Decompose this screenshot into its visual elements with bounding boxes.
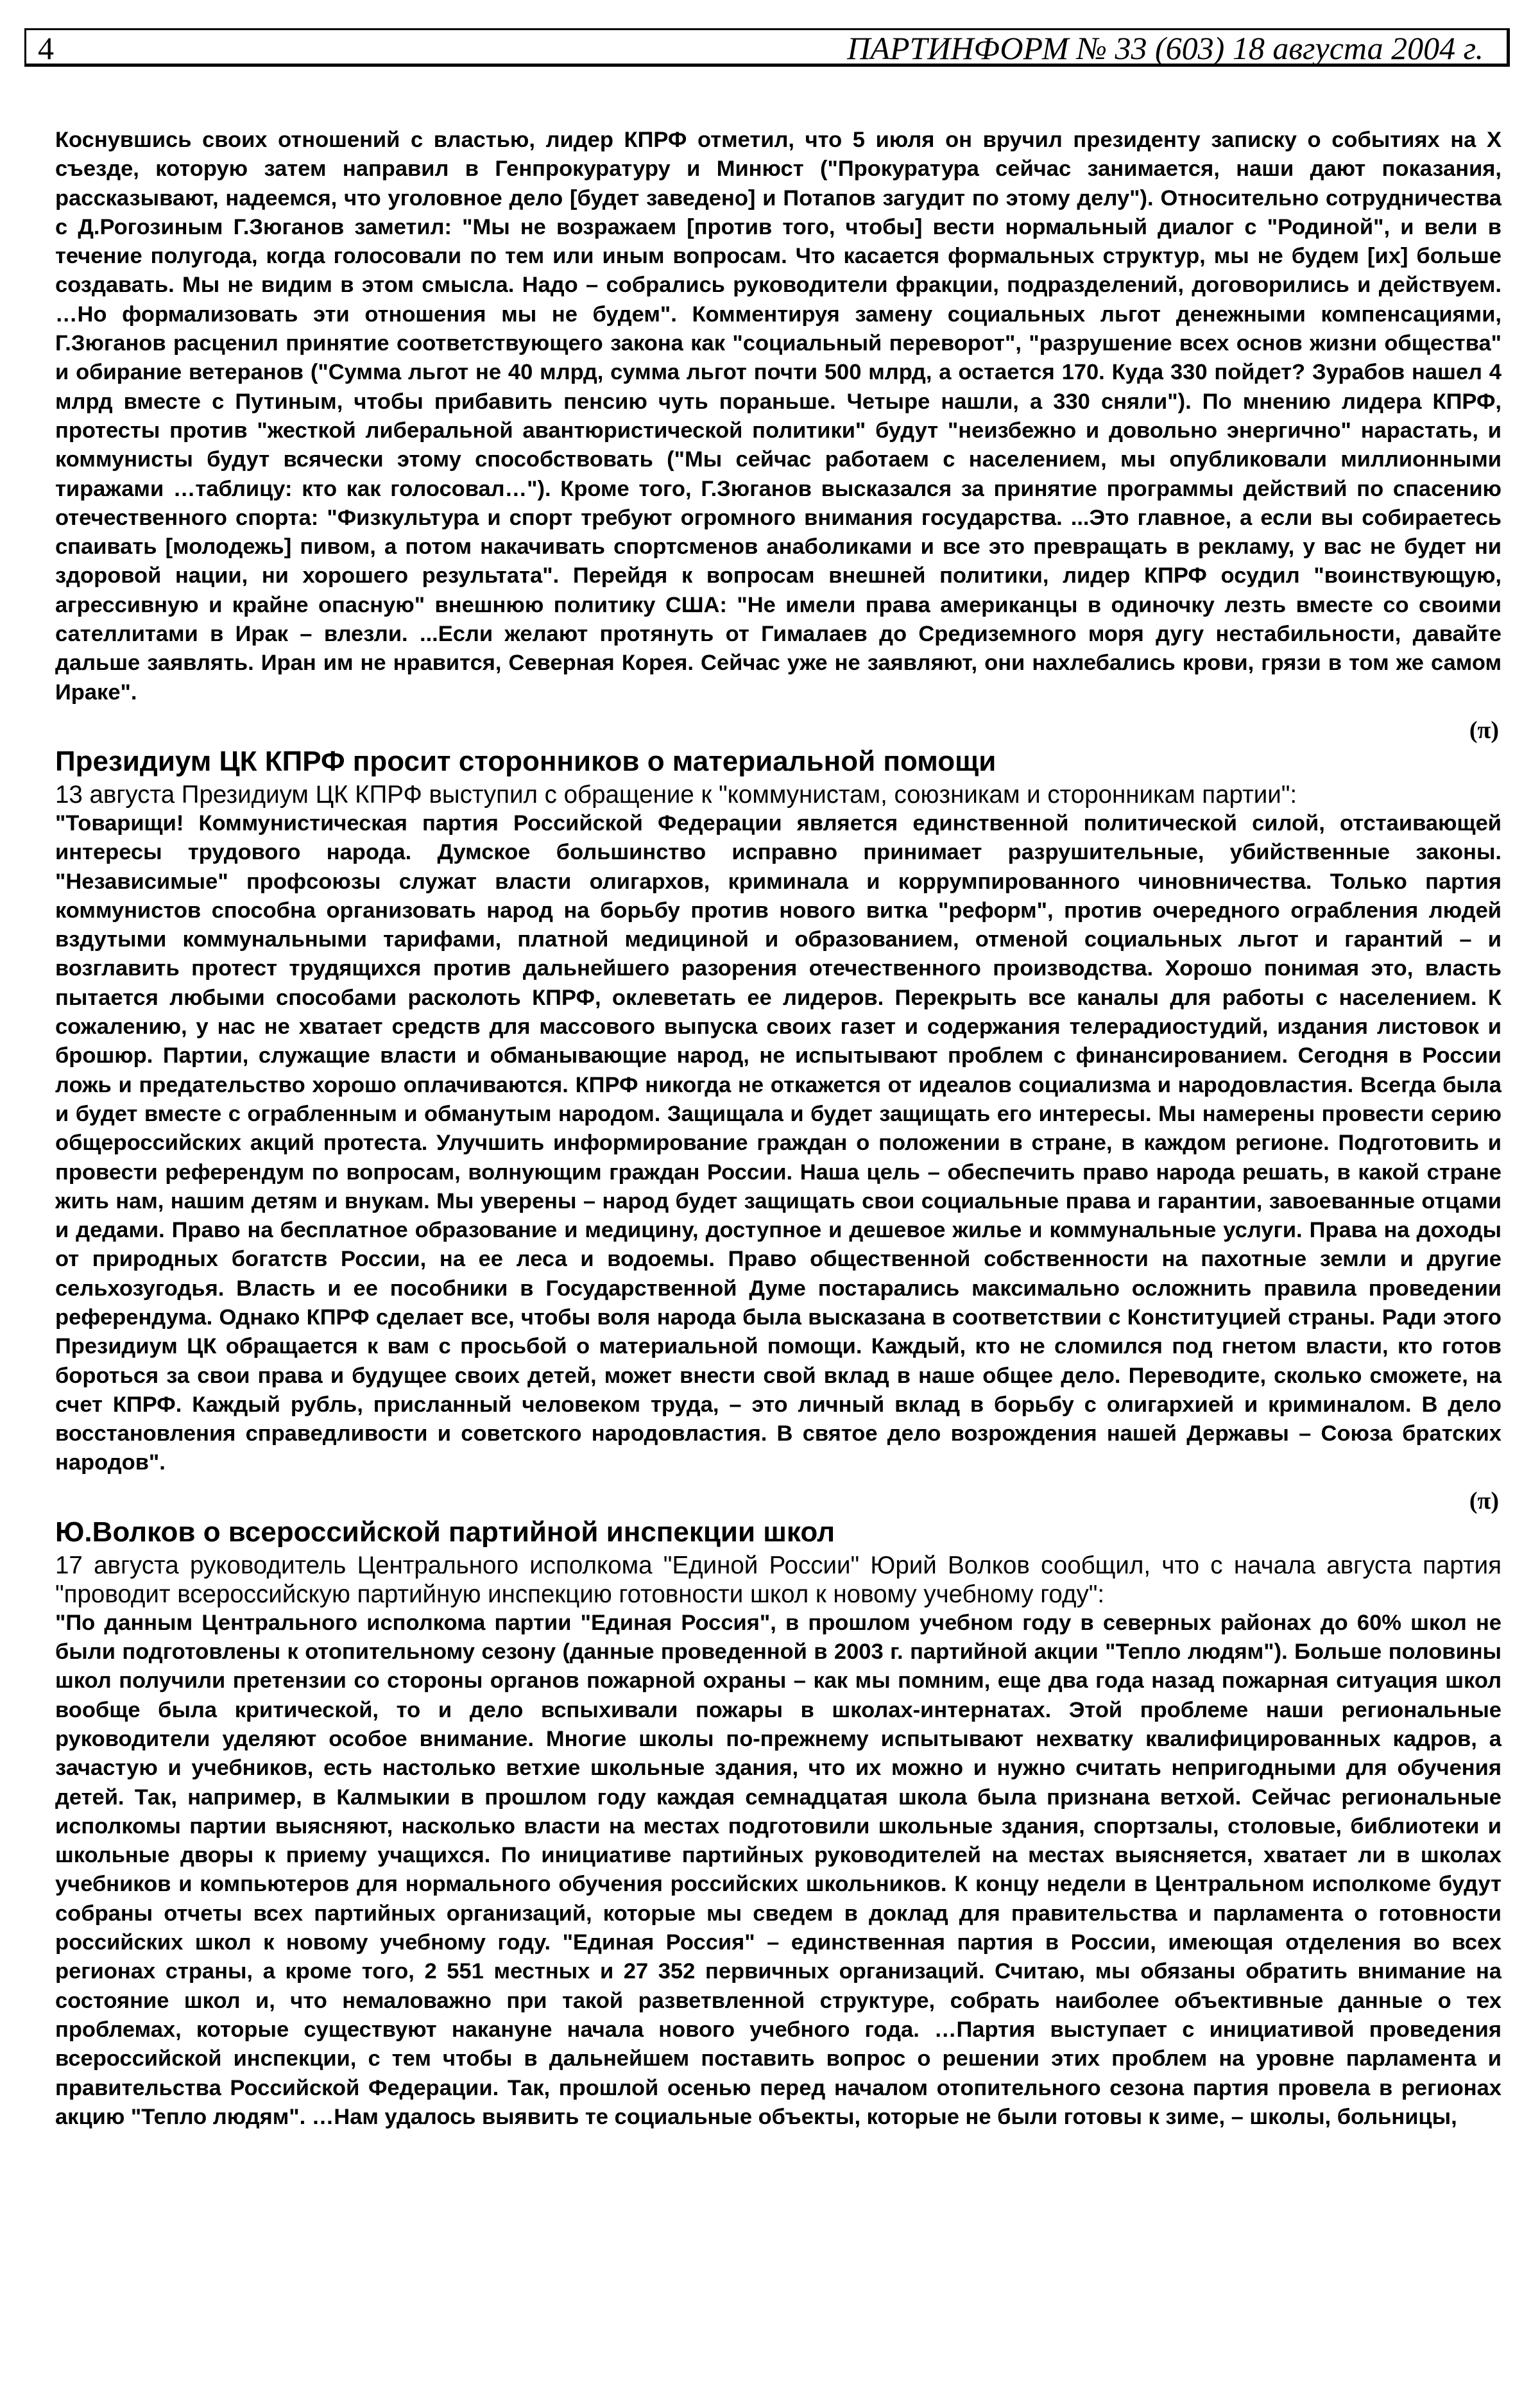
page-content (55, 126, 1502, 2132)
issue-line: ПАРТИНФОРМ № 33 (603) 18 августа 2004 г. (847, 30, 1484, 66)
intro-article (55, 126, 1502, 744)
intro-paragraph: Коснувшись своих отношений с властью, лидер КПРФ отметил, что 5 июля он вручил президенту записку о событиях на Х съезде, которую затем направил в Генпрокуратуру и Минюст ("Прокуратура сейчас занимается, наши дают показания, рассказывают, надеемся, что уголовное дело [будет заведено] и Потапов загудит по этому делу"). Относительно сотрудничества с Д.Рогозиным Г.Зюганов заметил: "Мы не возражаем [против того, чтобы] вести нормальный диалог с "Родиной", и вели в течение полугода, когда голосовали по тем или иным вопросам. Что касается формальных структур, мы не будем [их] больше создавать. Мы не видим в этом смысла. Надо – собрались руководители фракции, подразделений, договорились и действуем. …Но формализовать эти отношения мы не будем". Комментируя замену социальных льгот денежными компенсациями, Г.Зюганов расценил принятие соответствующего закона как "социальный переворот", "разрушение всех основ жизни общества" и обирание ветеранов ("Сумма льгот не 40 млрд, сумма льгот почти 500 млрд, а остается 170. Куда 330 пойдет? Зурабов нашел 4 млрд вместе с Путиным, чтобы прибавить пенсию чуть пораньше. Четыре нашли, а 330 сняли"). По мнению лидера КПРФ, протесты против "жесткой либеральной авантюристической политики" будут "неизбежно и довольно энергично" нарастать, и коммунисты будут всячески этому способствовать ("Мы сейчас работаем с населением, мы опубликовали миллионными тиражами …таблицу: кто как голосовал…"). Кроме того, Г.Зюганов высказался за принятие программы действий по спасению отечественного спорта: "Физкультура и спорт требуют огромного внимания государства. ...Это главное, а если вы собираетесь спаивать [молодежь] пивом, а потом накачивать спортсменов анаболиками и все это превращать в рекламу, у вас не будет ни здоровой нации, ни хорошего результата". Перейдя к вопросам внешней политики, лидер КПРФ осудил "воинствующую, агрессивную и крайне опасную" внешнюю политику США: "Не имели права американцы в одиночку лезть вместе со своими сателлитами в Ирак – влезли. ...Если желают протянуть от Гималаев до Средиземного моря дугу нестабильности, давайте дальше заявлять. Иран им не нравится, Северная Корея. Сейчас уже не заявляют, они нахлебались крови, грязи в том же самом Ираке". (55, 128, 1502, 705)
volkov-lead: 17 августа руководитель Центрального исполкома "Единой России" Юрий Волков сообщил, что с начала августа партия "проводит всероссийскую партийную инспекцию готовности школ к новому учебному году": (55, 1551, 1502, 1608)
presidium-headline: Президиум ЦК КПРФ просит сторонников о материальной помощи (55, 745, 997, 777)
page-number: 4 (38, 30, 54, 66)
intro-signature: (π) (1469, 716, 1499, 744)
page-header (24, 28, 1510, 67)
presidium-lead: 13 августа Президиум ЦК КПРФ выступил с обращение к "коммунистам, союзникам и сторонникам партии": (55, 780, 1297, 809)
presidium-signature: (π) (1469, 1487, 1499, 1514)
presidium-quote: "Товарищи! Коммунистическая партия Российской Федерации является единственной политической силой, отстаивающей интересы трудового народа. Думское большинство исправно принимает разрушительные, убийственные законы. "Независимые" профсоюзы служат власти олигархов, криминала и коррумпированного чиновничества. Только партия коммунистов способна организовать народ на борьбу против нового витка "реформ", против очередного ограбления людей вздутыми коммунальными тарифами, платной медициной и образованием, отменой социальных льгот и гарантий – и возглавить протест трудящихся против дальнейшего разорения отечественного производства. Хорошо понимая это, власть пытается любыми способами расколоть КПРФ, оклеветать ее лидеров. Перекрыть все каналы для работы с населением. К сожалению, у нас не хватает средств для массового выпуска своих газет и содержания телерадиостудий, издания листовок и брошюр. Партии, служащие власти и обманывающие народ, не испытывают проблем с финансированием. Сегодня в России ложь и предательство хорошо оплачиваются. КПРФ никогда не откажется от идеалов социализма и народовластия. Всегда была и будет вместе с ограбленным и обманутым народом. Защищала и будет защищать его интересы. Мы намерены провести серию общероссийских акций протеста. Улучшить информирование граждан о положении в стране, в каждом регионе. Подготовить и провести референдум по вопросам, волнующим граждан России. Наша цель – обеспечить право народа решать, в какой стране жить нам, нашим детям и внукам. Мы уверены – народ будет защищать свои социальные права и гарантии, завоеванные отцами и дедами. Право на бесплатное образование и медицину, доступное и дешевое жилье и коммунальные услуги. Права на доходы от природных богатств России, на ее леса и водоемы. Право общественной собственности на пахотные земли и другие сельхозугодья. Власть и ее пособники в Государственной Думе постарались максимально осложнить правила проведении референдума. Однако КПРФ сделает все, чтобы воля народа была высказана в соответствии с Конституцией страны. Ради этого Президиум ЦК обращается к вам с просьбой о материальной помощи. Каждый, кто не сломился под гнетом власти, кто готов бороться за свои права и будущее своих детей, может внести свой вклад в наше общее дело. Переводите, сколько сможете, на счет КПРФ. Каждый рубль, присланный человеком труда, – это личный вклад в борьбу с олигархией и криминалом. В дело восстановления справедливости и советского народовластия. В святое дело возрождения нашей Державы – Союза братских народов". (55, 810, 1502, 1475)
presidium-article (55, 746, 1502, 1515)
volkov-article (55, 1516, 1502, 2132)
volkov-headline: Ю.Волков о всероссийской партийной инспекции школ (55, 1516, 835, 1548)
volkov-quote: "По данным Центрального исполкома партии "Единая Россия", в прошлом учебном году в северных районах до 60% школ не были подготовлены к отопительному сезону (данные проведенной в 2003 г. партийной акции "Тепло людям"). Больше половины школ получили претензии со стороны органов пожарной охраны – как мы помним, еще два года назад пожарная ситуация школ вообще была критической, то и дело вспыхивали пожары в школах-интернатах. Этой проблеме наши региональные руководители уделяют особое внимание. Многие школы по-прежнему испытывают нехватку квалифицированных кадров, а зачастую и учебников, есть настолько ветхие школьные здания, что их можно и нужно считать непригодными для обучения детей. Так, например, в Калмыкии в прошлом году каждая семнадцатая школа была признана ветхой. Сейчас региональные исполкомы партии выясняют, насколько власти на местах подготовили школьные здания, спортзалы, столовые, библиотеки и школьные дворы к приему учащихся. По инициативе партийных руководителей на местах выясняется, хватает ли в школах учебников и компьютеров для нормального обучения российских школьников. К концу недели в Центральном исполкоме будут собраны отчеты всех партийных организаций, которые мы сведем в доклад для правительства и парламента о готовности российских школ к новому учебному году. "Единая Россия" – единственная партия в России, имеющая отделения во всех регионах страны, а кроме того, 2 551 местных и 27 352 первичных организаций. Считаю, мы обязаны обратить внимание на состояние школ и, что немаловажно при такой разветвленной структуре, собрать наиболее объективные данные о тех проблемах, которые существуют накануне начала нового учебного года. …Партия выступает с инициативой проведения всероссийской инспекции, с тем чтобы в дальнейшем поставить вопрос о решении этих проблем на уровне парламента и правительства Российской Федерации. Так, прошлой осенью перед началом отопительного сезона партия провела в регионах акцию "Тепло людям". …Нам удалось выявить те социальные объекты, которые не были готовы к зиме, – школы, больницы, (55, 1610, 1502, 2129)
